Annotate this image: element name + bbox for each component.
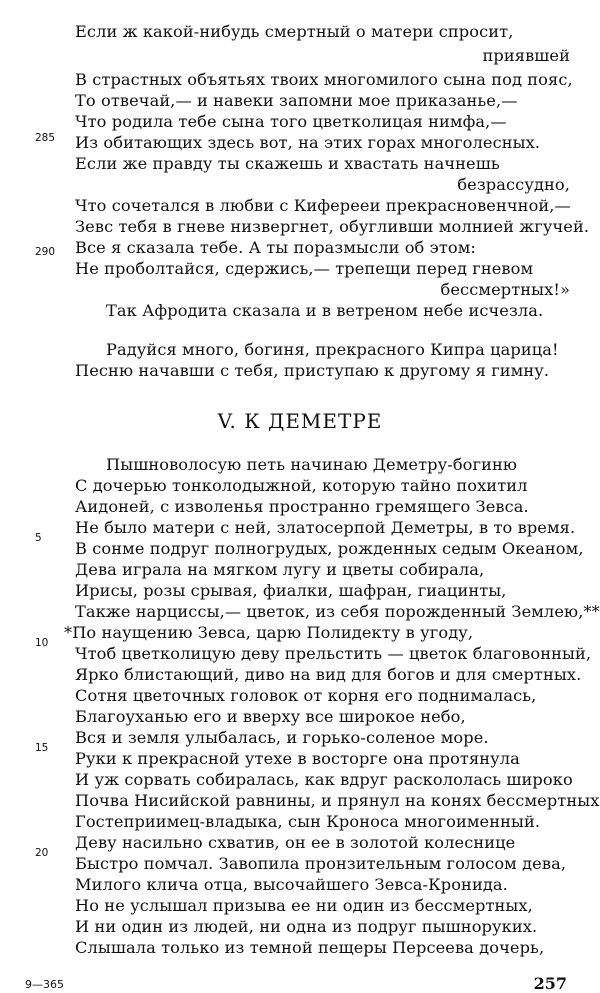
verse-line: Пышноволосую петь начинаю Деметру-богиню	[106, 455, 518, 474]
line-number: 285	[35, 132, 56, 144]
verse-line: Дева играла на мягком лугу и цветы собирала,	[75, 560, 485, 579]
verse-line: Чтоб цветколицую деву прельстить — цветок благовонный,	[75, 644, 592, 663]
verse-line: Если ж какой-нибудь смертный о матери спросит,	[75, 22, 514, 41]
line-number: 20	[35, 847, 49, 859]
verse-line: Быстро помчал. Завопила пронзительным голосом дева,	[75, 854, 567, 873]
page-number: 257	[533, 974, 567, 993]
line-number: 15	[35, 742, 49, 754]
verse-line: Ирисы, розы срывая, фиалки, шафран, гиацинты,	[75, 581, 507, 600]
verse-line: Не проболтайся, сдержись,— трепещи перед гневом	[75, 259, 534, 278]
line-number: 290	[35, 246, 56, 258]
verse-line: Слышала только из темной пещеры Персеева дочерь,	[75, 938, 545, 957]
line-number: 5	[35, 532, 42, 544]
verse-line: Аидоней, с изволенья пространно гремящего Зевса.	[75, 497, 529, 516]
verse-line: Не было матери с ней, златосерпой Деметры, в то время.	[75, 518, 576, 537]
verse-line: Вся и земля улыбалась, и горько-соленое море.	[75, 728, 489, 747]
verse-line: Зевс тебя в гневе низвергнет, обугливши молнией жгучей.	[75, 217, 590, 236]
verse-line: Что сочетался в любви с Киферееи прекрасновенчной,—	[75, 196, 571, 215]
verse-line: Что родила тебе сына того цветколицая нимфа,—	[75, 112, 507, 131]
verse-line-continuation: бессмертных!»	[440, 280, 570, 299]
section-title: V. К ДЕМЕТРЕ	[217, 409, 383, 433]
verse-line: Радуйся много, богиня, прекрасного Кипра царица!	[106, 340, 559, 359]
verse-line: Ярко блистающий, диво на вид для богов и для смертных.	[75, 665, 582, 684]
verse-line: Все я сказала тебе. А ты поразмысли об этом:	[75, 238, 476, 257]
verse-line: Деву насильно схватив, он ее в золотой колеснице	[75, 833, 516, 852]
verse-line: И уж сорвать собиралась, как вдруг раскололась широко	[75, 770, 573, 789]
verse-line: Но не услышал призыва ее ни один из бессмертных,	[75, 896, 533, 915]
verse-line: Так Афродита сказала и в ветреном небе исчезла.	[106, 301, 544, 320]
verse-line: Сотня цветочных головок от корня его поднималась,	[75, 686, 537, 705]
verse-line: Руки к прекрасной утехе в восторге она протянула	[75, 749, 520, 768]
verse-line: Если же правду ты скажешь и хвастать начнешь	[75, 154, 500, 173]
verse-line: Милого клича отца, высочайшего Зевса-Кронида.	[75, 875, 508, 894]
verse-line: Почва Нисийской равнины, и прянул на конях бессмертных	[75, 791, 600, 810]
verse-line: Из обитающих здесь вот, на этих горах многолесных.	[75, 133, 541, 152]
verse-line: Гостеприимец-владыка, сын Кроноса многоименный.	[75, 812, 541, 831]
verse-line: То отвечай,— и навеки запомни мое приказанье,—	[75, 91, 518, 110]
verse-line: Песню начавши с тебя, приступаю к другому я гимну.	[75, 361, 550, 380]
verse-line: *По наущению Зевса, царю Полидекту в угоду,	[64, 623, 474, 642]
printer-signature: 9—365	[25, 978, 64, 991]
verse-line: Благоуханью его и вверху все широкое небо,	[75, 707, 466, 726]
verse-line: С дочерью тонколодыжной, которую тайно похитил	[75, 476, 528, 495]
verse-line: В страстных объятьях твоих многомилого сына под пояс,	[75, 70, 573, 89]
verse-line-continuation: приявшей	[482, 46, 570, 65]
verse-line: И ни один из людей, ни одна из подруг пышноруких.	[75, 917, 538, 936]
line-number: 10	[35, 637, 49, 649]
verse-line-continuation: безрассудно,	[457, 175, 570, 194]
verse-line: Также нарциссы,— цветок, из себя порожденный Землею,**	[75, 602, 600, 621]
verse-line: В сонме подруг полногрудых, рожденных седым Океаном,	[75, 539, 584, 558]
